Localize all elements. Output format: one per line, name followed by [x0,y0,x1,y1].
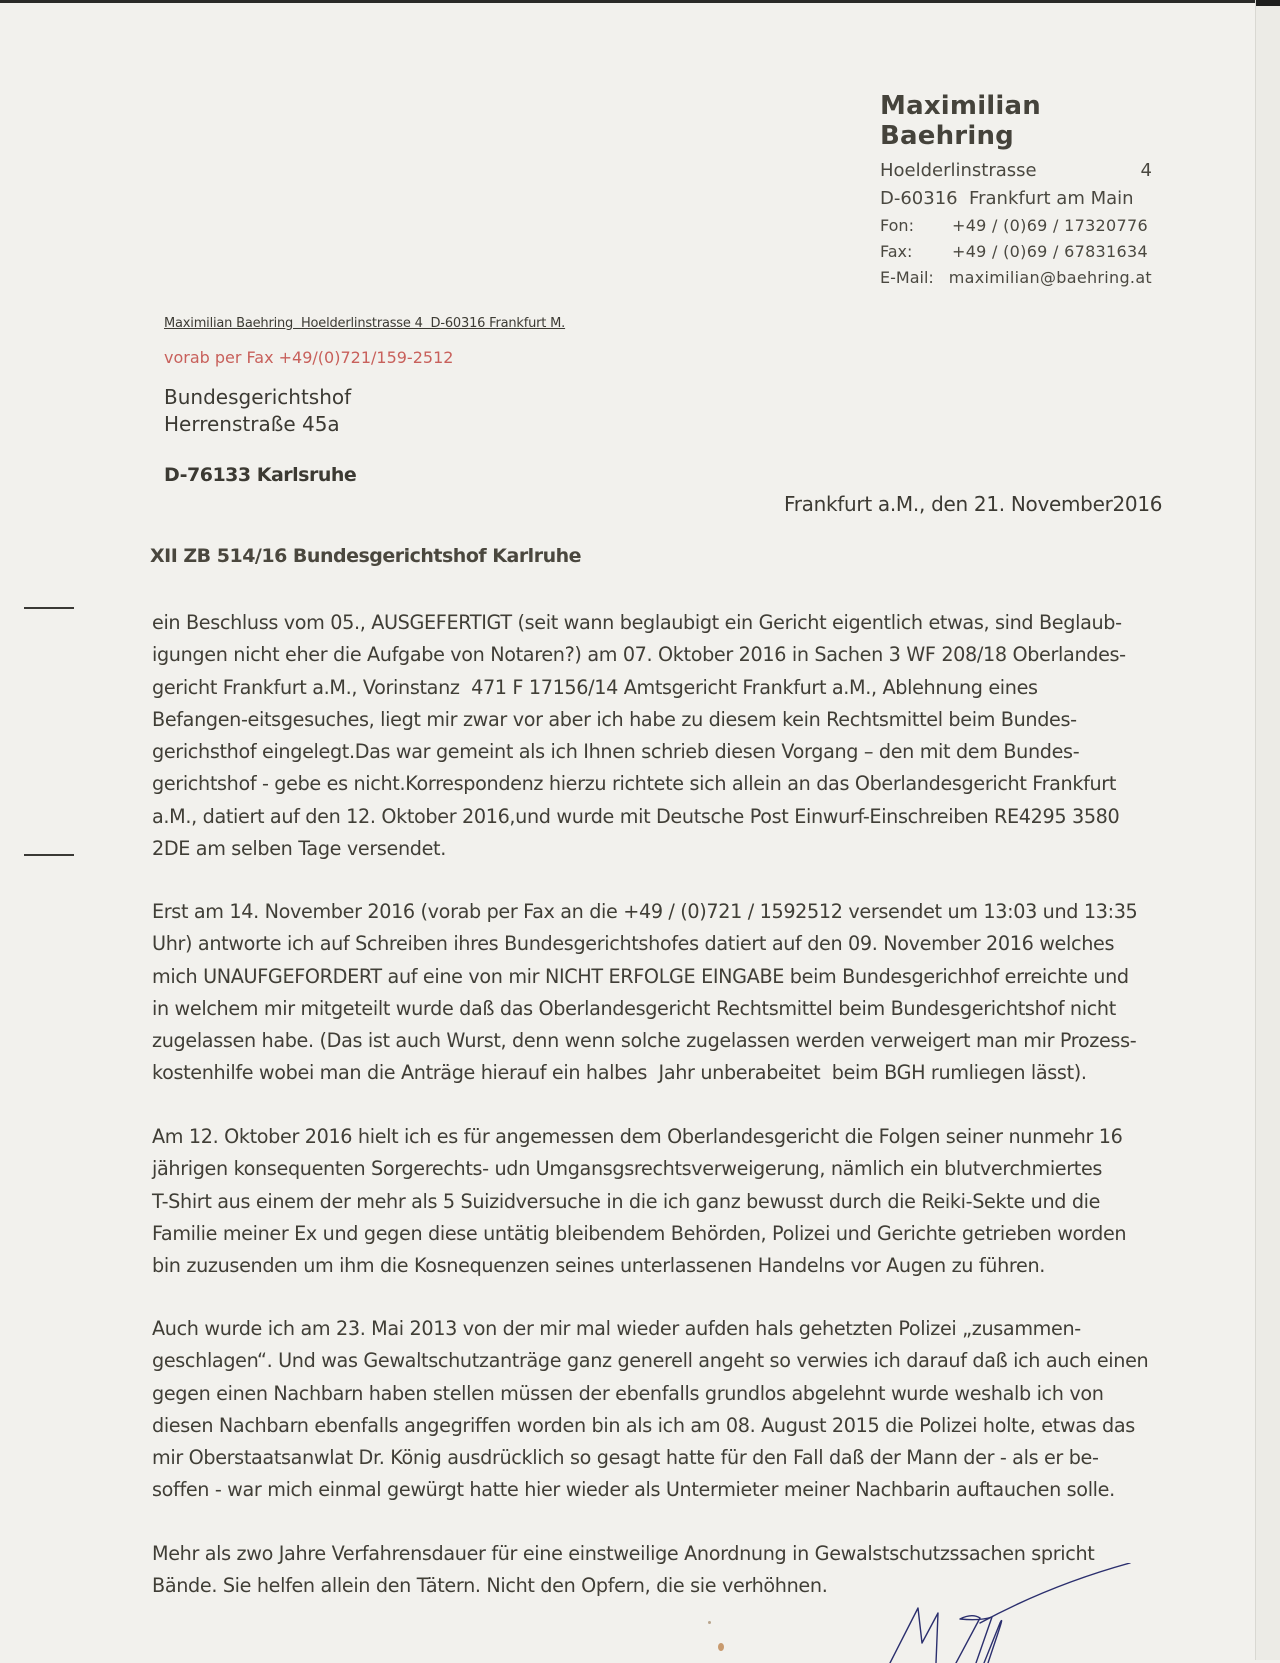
email-address: maximilian@baehring.at [948,268,1152,287]
text-line: mich UNAUFGEFORDERT auf eine von mir NICHT ERFOLGE EINGABE beim Bundesgerichhof erreichte und [152,964,1129,988]
text-line: a.M., datiert auf den 12. Oktober 2016,und wurde mit Deutsche Post Einwurf-Einschreiben RE4295 3580 [152,804,1120,828]
text-line: mir Oberstaatsanwlat Dr. König ausdrücklich so gesagt hatte für den Fall daß der Mann der - als er be- [152,1446,1099,1470]
sender-city [880,185,1152,213]
sender-house-number: 4 [1140,160,1152,181]
scan-speck [718,1643,724,1651]
fax-label: Fax: [880,242,913,261]
subject-line: XII ZB 514/16 Bundesgerichtshof Karlruhe [150,545,582,567]
text-line: soffen - war mich einmal gewürgt hatte hier wieder als Untermieter meiner Nachbarin auftauchen solle. [152,1478,1115,1502]
fax-note: vorab per Fax +49/(0)721/159-2512 [164,348,454,367]
text-line: Uhr) antworte ich auf Schreiben ihres Bundesgerichtshofes datiert auf den 09. November 2016 welches [152,932,1115,956]
letter-page [0,3,1256,1660]
text-line: 2DE am selben Tage versendet. [152,837,446,861]
recipient-city: D-76133 Karlsruhe [164,464,357,486]
text-line: Familie meiner Ex und gegen diese untätig bleibendem Behörden, Polizei und Gerichte getrieben worden [152,1221,1127,1245]
paragraph-3 [152,1121,1152,1282]
paragraph-2 [152,896,1152,1090]
fax-number: +49 / (0)69 / 67831634 [952,242,1148,261]
text-line: igungen nicht eher die Aufgabe von Notaren?) am 07. Oktober 2016 in Sachen 3 WF 208/18 Oberlandes- [152,643,1126,667]
scan-right-edge [1255,0,1280,1660]
text-line: Bände. Sie helfen allein den Tätern. Nicht den Opfern, die sie verhöhnen. [152,1574,828,1598]
text-line: Befangen-eitsgesuches, liegt mir zwar vor aber ich habe zu diesem kein Rechtsmittel beim Bundes- [152,707,1077,731]
fold-mark [24,607,74,609]
phone-number: +49 / (0)69 / 17320776 [952,216,1148,235]
text-line: gerichsthof eingelegt.Das war gemeint als ich Ihnen schrieb diesen Vorgang – den mit dem Bundes- [152,740,1080,764]
text-line: gericht Frankfurt a.M., Vorinstanz 471 F 17156/14 Amtsgericht Frankfurt a.M., Ablehnung eines [152,675,1038,699]
sender-phone-row [880,213,1152,239]
recipient-name: Bundesgerichtshof [164,385,352,409]
date-line: Frankfurt a.M., den 21. November2016 [784,492,1163,516]
text-line: ein Beschluss vom 05., AUSGEFERTIGT (seit wann beglaubigt ein Gericht eigentlich etwas, sind Beglaub- [152,611,1122,634]
text-line: Auch wurde ich am 23. Mai 2013 von der mir mal wieder aufden hals gehetzten Polizei „zusammen- [152,1317,1081,1340]
text-line: jährigen konsequenten Sorgerechts- udn Umgansgsrechtsverweigerung, nämlich ein blutverchmiertes [152,1157,1103,1181]
punch-mark [24,854,74,856]
handwritten-signature [880,1563,1140,1663]
text-line: gegen einen Nachbarn haben stellen müssen der ebenfalls grundlos abgelehnt wurde weshalb ich von [152,1381,1104,1405]
text-line: kostenhilfe wobei man die Anträge hierauf ein halbes Jahr unberabeitet beim BGH rumliegen lässt). [152,1061,1087,1085]
recipient-street: Herrenstraße 45a [164,412,340,436]
text-line: geschlagen“. Und was Gewaltschutzanträge ganz generell angeht so verwies ich darauf daß ich auch einen [152,1349,1149,1373]
recipient-address [164,384,351,438]
text-line: diesen Nachbarn ebenfalls angegriffen worden bin als ich am 08. August 2015 die Polizei holte, etwas das [152,1413,1135,1437]
text-line: T-Shirt aus einem der mehr als 5 Suizidversuche in die ich ganz bewusst durch die Reiki-Sekte und die [152,1189,1101,1213]
text-line: bin zuzusenden um ihm die Kosnequenzen seines unterlassenen Handelns vor Augen zu führen. [152,1254,1046,1278]
sender-city-text: D-60316 Frankfurt am Main [880,188,1134,209]
text-line: gerichtshof - gebe es nicht.Korrespondenz hierzu richtete sich allein an das Oberlandesgericht Frankfurt [152,772,1117,796]
paragraph-4 [152,1313,1152,1507]
return-address-line: Maximilian Baehring Hoelderlinstrasse 4 D-60316 Frankfurt M. [164,316,566,331]
paragraph-1 [152,607,1152,865]
text-line: Erst am 14. November 2016 (vorab per Fax an die +49 / (0)721 / 1592512 versendet um 13:03 und 13:35 [152,900,1138,923]
text-line: in welchem mir mitgeteilt wurde daß das Oberlandesgericht Rechtsmittel beim Bundesgerichtshof nicht [152,996,1116,1020]
text-line: zugelassen habe. (Das ist auch Wurst, denn wenn solche zugelassen werden verweigert man mir Prozess- [152,1029,1137,1053]
text-line: Am 12. Oktober 2016 hielt ich es für angemessen dem Oberlandesgericht die Folgen seiner nunmehr 16 [152,1125,1123,1148]
text-line: Mehr als zwo Jahre Verfahrensdauer für eine einstweilige Anordnung in Gewalstschutzssachen spricht [152,1542,1095,1565]
sender-street-line [880,157,1152,185]
sender-letterhead [880,91,1152,291]
sender-street: Hoelderlinstrasse [880,160,1037,181]
sender-fax-row [880,239,1152,265]
sender-name: Maximilian Baehring [880,91,1041,151]
sender-email-row [880,265,1152,291]
scan-speck [708,1621,711,1624]
email-label: E-Mail: [880,268,934,287]
phone-label: Fon: [880,216,914,235]
